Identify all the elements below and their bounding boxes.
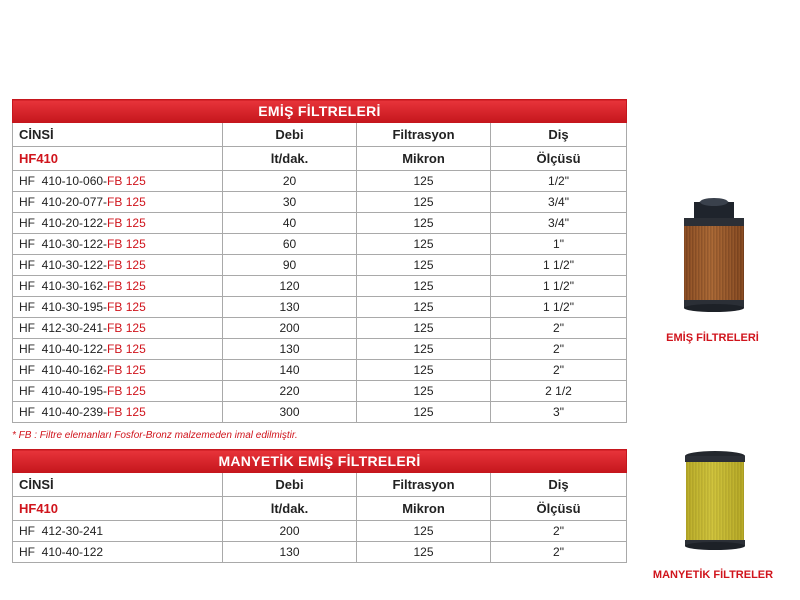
- flow-rate: 130: [223, 339, 357, 360]
- fb-suffix: FB 125: [107, 405, 146, 419]
- code-prefix: HF 410-40-239-: [19, 405, 108, 419]
- thread-size: 1/2": [491, 171, 627, 192]
- model-header: HF410: [13, 497, 223, 521]
- table-row: [13, 542, 627, 563]
- thread-size: 1 1/2": [491, 255, 627, 276]
- dis-header: Diş: [491, 473, 627, 497]
- fb-footnote: * FB : Filtre elemanları Fosfor-Bronz malzemeden imal edilmiştir.: [12, 430, 298, 441]
- dis-header: Diş: [491, 123, 627, 147]
- code-prefix: HF 410-40-162-: [19, 363, 108, 377]
- filter-code: [13, 192, 223, 213]
- filtration-micron: 125: [357, 297, 491, 318]
- filtration-micron: 125: [357, 381, 491, 402]
- table-row: [13, 213, 627, 234]
- manyetik-caption: MANYETİK FİLTRELER: [652, 569, 774, 581]
- thread-size: 2": [491, 542, 627, 563]
- code-prefix: HF 410-40-122-: [19, 342, 108, 356]
- filtration-micron: 125: [357, 339, 491, 360]
- code-prefix: HF 410-40-195-: [19, 384, 108, 398]
- fb-suffix: FB 125: [107, 279, 146, 293]
- code-prefix: HF 410-10-060-: [19, 174, 108, 188]
- filter-code: [13, 542, 223, 563]
- flow-rate: 200: [223, 318, 357, 339]
- filtration-micron: 125: [357, 318, 491, 339]
- code-prefix: HF 410-20-077-: [19, 195, 108, 209]
- fb-suffix: FB 125: [107, 321, 146, 335]
- filter-code: [13, 171, 223, 192]
- thread-size: 2": [491, 521, 627, 542]
- fb-suffix: FB 125: [107, 216, 146, 230]
- table-row: [13, 276, 627, 297]
- manyetik-table-title: MANYETİK EMİŞ FİLTRELERİ: [13, 450, 627, 473]
- filtration-micron: 125: [357, 542, 491, 563]
- flow-rate: 40: [223, 213, 357, 234]
- flow-rate: 60: [223, 234, 357, 255]
- debi-header: Debi: [223, 123, 357, 147]
- debi-unit-header: lt/dak.: [223, 497, 357, 521]
- model-header: HF410: [13, 147, 223, 171]
- table-row: [13, 171, 627, 192]
- filtration-micron: 125: [357, 234, 491, 255]
- fb-suffix: FB 125: [107, 258, 146, 272]
- fb-suffix: FB 125: [107, 237, 146, 251]
- fb-suffix: FB 125: [107, 363, 146, 377]
- code-prefix: HF 412-30-241-: [19, 321, 108, 335]
- debi-header: Debi: [223, 473, 357, 497]
- emis-caption: EMİŞ FİLTRELERİ: [666, 332, 759, 344]
- thread-size: 3/4": [491, 192, 627, 213]
- cinsi-header: CİNSİ: [13, 123, 223, 147]
- filter-code: [13, 255, 223, 276]
- code-prefix: HF 410-30-162-: [19, 279, 108, 293]
- filter-code: [13, 402, 223, 423]
- fb-suffix: FB 125: [107, 300, 146, 314]
- filtrasyon-unit-header: Mikron: [357, 497, 491, 521]
- emis-filters-table: [12, 99, 627, 423]
- flow-rate: 140: [223, 360, 357, 381]
- flow-rate: 120: [223, 276, 357, 297]
- flow-rate: 130: [223, 542, 357, 563]
- table-row: [13, 192, 627, 213]
- filter-code: [13, 213, 223, 234]
- cinsi-header: CİNSİ: [13, 473, 223, 497]
- code-prefix: HF 412-30-241: [19, 524, 104, 538]
- filtrasyon-header: Filtrasyon: [357, 123, 491, 147]
- flow-rate: 200: [223, 521, 357, 542]
- filter-code: [13, 339, 223, 360]
- filtration-micron: 125: [357, 192, 491, 213]
- table-row: [13, 381, 627, 402]
- table-row: [13, 255, 627, 276]
- debi-unit-header: lt/dak.: [223, 147, 357, 171]
- code-prefix: HF 410-30-122-: [19, 237, 108, 251]
- filter-code: [13, 521, 223, 542]
- flow-rate: 300: [223, 402, 357, 423]
- filtrasyon-header: Filtrasyon: [357, 473, 491, 497]
- table-row: [13, 318, 627, 339]
- filtration-micron: 125: [357, 402, 491, 423]
- thread-size: 1 1/2": [491, 276, 627, 297]
- flow-rate: 30: [223, 192, 357, 213]
- manyetik-filters-table: [12, 449, 627, 563]
- filtrasyon-unit-header: Mikron: [357, 147, 491, 171]
- dis-unit-header: Ölçüsü: [491, 497, 627, 521]
- code-prefix: HF 410-30-195-: [19, 300, 108, 314]
- filtration-micron: 125: [357, 276, 491, 297]
- filter-code: [13, 318, 223, 339]
- fb-suffix: FB 125: [107, 174, 146, 188]
- filter-code: [13, 297, 223, 318]
- code-prefix: HF 410-20-122-: [19, 216, 108, 230]
- filter-code: [13, 381, 223, 402]
- fb-suffix: FB 125: [107, 384, 146, 398]
- filter-code: [13, 234, 223, 255]
- thread-size: 1 1/2": [491, 297, 627, 318]
- code-prefix: HF 410-30-122-: [19, 258, 108, 272]
- suction-filter-image: [676, 196, 752, 314]
- fb-suffix: FB 125: [107, 195, 146, 209]
- filtration-micron: 125: [357, 521, 491, 542]
- thread-size: 3/4": [491, 213, 627, 234]
- magnetic-filter-image: [682, 448, 748, 552]
- table-row: [13, 402, 627, 423]
- flow-rate: 220: [223, 381, 357, 402]
- dis-unit-header: Ölçüsü: [491, 147, 627, 171]
- code-prefix: HF 410-40-122: [19, 545, 104, 559]
- emis-table-title: EMİŞ FİLTRELERİ: [13, 100, 627, 123]
- table-row: [13, 521, 627, 542]
- filtration-micron: 125: [357, 360, 491, 381]
- filtration-micron: 125: [357, 213, 491, 234]
- thread-size: 1": [491, 234, 627, 255]
- thread-size: 2 1/2: [491, 381, 627, 402]
- filtration-micron: 125: [357, 255, 491, 276]
- table-row: [13, 297, 627, 318]
- thread-size: 2": [491, 339, 627, 360]
- thread-size: 2": [491, 318, 627, 339]
- table-row: [13, 339, 627, 360]
- filtration-micron: 125: [357, 171, 491, 192]
- table-row: [13, 360, 627, 381]
- thread-size: 2": [491, 360, 627, 381]
- flow-rate: 90: [223, 255, 357, 276]
- flow-rate: 130: [223, 297, 357, 318]
- filter-code: [13, 276, 223, 297]
- table-row: [13, 234, 627, 255]
- fb-suffix: FB 125: [107, 342, 146, 356]
- filter-code: [13, 360, 223, 381]
- thread-size: 3": [491, 402, 627, 423]
- flow-rate: 20: [223, 171, 357, 192]
